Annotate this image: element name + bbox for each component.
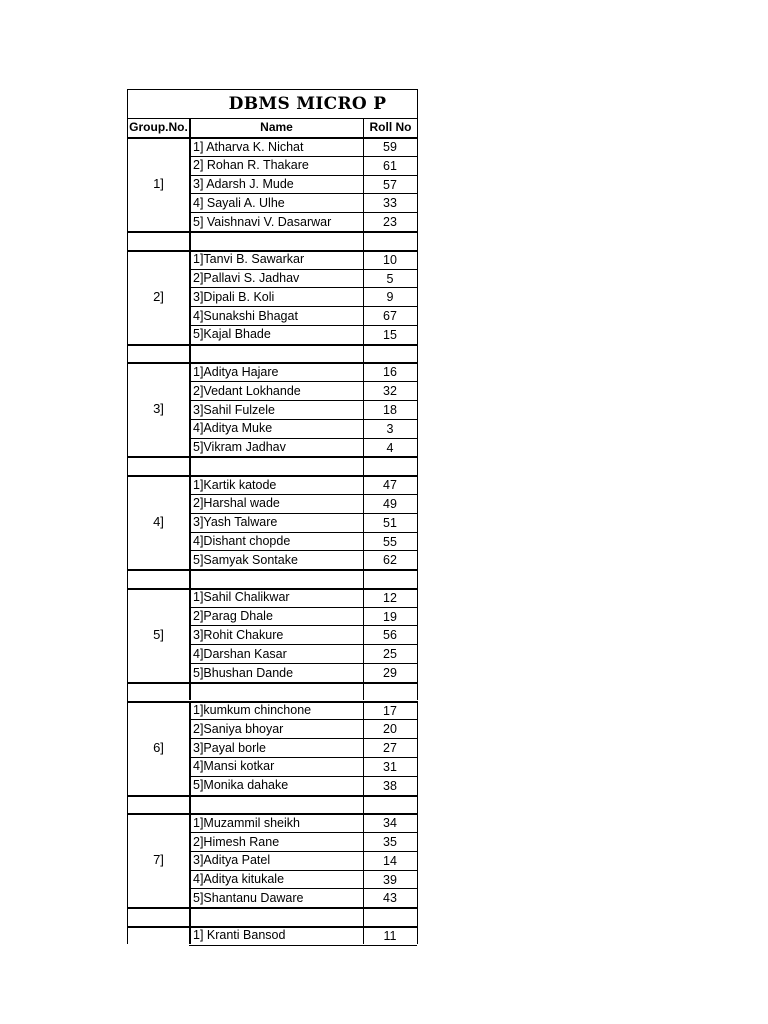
title-top-border <box>127 89 417 90</box>
blank-row-divider-2 <box>363 682 364 701</box>
header-divider-1 <box>189 118 191 137</box>
member-name: 5]Bhushan Dande <box>193 665 294 680</box>
header-top-border <box>127 118 417 119</box>
member-name: 3] Adarsh J. Mude <box>193 177 294 192</box>
roll-column-right-border <box>417 362 418 456</box>
member-name: 5]Monika dahake <box>193 778 289 793</box>
blank-row-divider-2 <box>363 569 364 588</box>
member-roll-no: 56 <box>383 628 397 643</box>
sheet-title: DBMS MICRO P <box>228 94 387 114</box>
blank-row-right-border <box>417 682 418 701</box>
group-number: 6] <box>153 739 164 755</box>
member-name: 2]Pallavi S. Jadhav <box>193 271 300 285</box>
member-roll-no: 35 <box>383 835 397 849</box>
last-row-bottom-border <box>189 945 417 946</box>
member-name: 1]Kartik katode <box>193 477 277 492</box>
member-name: 4] Sayali A. Ulhe <box>193 195 285 210</box>
group-number: 7] <box>153 852 164 868</box>
group-number: 4] <box>153 514 164 530</box>
member-roll-no: 4 <box>386 440 394 455</box>
header-name: Name <box>260 120 293 134</box>
blank-row-divider-2 <box>363 456 364 475</box>
member-name: 4]Mansi kotkar <box>193 759 275 774</box>
member-roll-no: 34 <box>383 816 397 831</box>
member-roll-no: 15 <box>383 327 397 342</box>
member-roll-no: 33 <box>383 196 397 211</box>
member-roll-no: 3 <box>386 421 394 436</box>
member-name: 3]Payal borle <box>193 740 266 755</box>
member-roll-no: 20 <box>383 722 397 737</box>
blank-row-right-border <box>417 344 418 363</box>
blank-row-divider-1 <box>189 907 191 926</box>
group-bottom-border <box>127 795 417 797</box>
member-roll-no: 12 <box>383 590 397 605</box>
group-column-divider <box>189 588 191 682</box>
header-group-no: Group.No. <box>129 120 188 134</box>
member-name: 3]Yash Talware <box>193 515 278 530</box>
roll-column-right-border <box>417 250 418 344</box>
member-roll-no: 5 <box>386 271 394 286</box>
member-name: 3]Rohit Chakure <box>193 627 284 642</box>
blank-row-divider-1 <box>189 344 191 363</box>
member-name: 4]Darshan Kasar <box>193 646 287 661</box>
blank-row-divider-1 <box>189 456 191 475</box>
member-roll-no: 14 <box>383 853 397 868</box>
member-name: 3]Sahil Fulzele <box>193 402 275 417</box>
blank-row-divider-2 <box>363 344 364 363</box>
member-roll-no: 9 <box>386 290 394 305</box>
blank-row-divider-1 <box>189 682 191 701</box>
member-name: 5]Kajal Bhade <box>193 327 271 342</box>
member-roll-no: 57 <box>383 177 397 192</box>
member-name: 1] Kranti Bansod <box>193 928 286 943</box>
member-roll-no: 27 <box>383 741 397 756</box>
member-roll-no: 29 <box>383 666 397 680</box>
group-column-divider <box>189 926 191 944</box>
group-column-divider <box>189 250 191 344</box>
member-roll-no: 43 <box>383 891 397 906</box>
group-number: 5] <box>153 626 164 642</box>
group-bottom-border <box>127 231 417 233</box>
member-name: 1] Atharva K. Nichat <box>193 139 304 154</box>
group-column-divider <box>189 137 191 231</box>
roll-column-right-border <box>417 926 418 944</box>
group-column-divider <box>189 701 191 795</box>
group-column-divider <box>189 813 191 907</box>
member-name: 4]Dishant chopde <box>193 534 291 548</box>
group-bottom-border <box>127 456 417 458</box>
member-roll-no: 55 <box>383 534 397 549</box>
member-roll-no: 61 <box>383 158 397 173</box>
member-roll-no: 51 <box>383 515 397 530</box>
group-number: 2] <box>153 288 164 304</box>
group-column-divider <box>189 362 191 456</box>
member-name: 1]Aditya Hajare <box>193 364 279 379</box>
member-name: 1]Sahil Chalikwar <box>193 590 290 605</box>
member-name: 5]Shantanu Daware <box>193 890 304 905</box>
member-name: 1]Muzammil sheikh <box>193 815 300 830</box>
blank-row-divider-2 <box>363 907 364 926</box>
member-name: 5] Vaishnavi V. Dasarwar <box>193 214 332 229</box>
group-bottom-border <box>127 907 417 909</box>
member-roll-no: 47 <box>383 478 397 493</box>
member-name: 5]Samyak Sontake <box>193 552 298 567</box>
blank-row-right-border <box>417 569 418 588</box>
blank-row-divider-2 <box>363 231 364 250</box>
member-roll-no: 62 <box>383 553 397 568</box>
member-roll-no: 32 <box>383 384 397 399</box>
group-number: 1] <box>153 176 164 191</box>
group-bottom-border <box>127 682 417 684</box>
member-name: 1]kumkum chinchone <box>193 703 312 717</box>
roll-column-right-border <box>417 475 418 569</box>
blank-row-divider-1 <box>189 795 191 814</box>
group-column-divider <box>189 475 191 569</box>
group-bottom-border <box>127 569 417 571</box>
member-name: 2]Vedant Lokhande <box>193 383 301 398</box>
member-name: 2]Saniya bhoyar <box>193 721 284 736</box>
roll-column-right-border <box>417 137 418 231</box>
member-roll-no: 39 <box>383 872 397 887</box>
blank-row-right-border <box>417 907 418 926</box>
member-roll-no: 67 <box>383 309 397 324</box>
blank-row-right-border <box>417 456 418 475</box>
header-roll-no: Roll No <box>369 120 412 134</box>
member-roll-no: 16 <box>383 365 397 380</box>
blank-row-right-border <box>417 231 418 250</box>
roll-column-right-border <box>417 588 418 682</box>
header-right-border <box>417 89 418 137</box>
blank-row-right-border <box>417 795 418 814</box>
member-name: 2]Parag Dhale <box>193 609 273 624</box>
blank-row-divider-1 <box>189 569 191 588</box>
member-roll-no: 49 <box>383 496 397 511</box>
header-divider-2 <box>363 118 364 137</box>
member-roll-no: 38 <box>383 778 397 793</box>
member-roll-no: 59 <box>383 140 397 154</box>
blank-row-divider-2 <box>363 795 364 814</box>
member-name: 4]Aditya Muke <box>193 421 273 436</box>
group-bottom-border <box>127 344 417 346</box>
group-number: 3] <box>153 401 164 417</box>
member-name: 5]Vikram Jadhav <box>193 440 286 455</box>
roll-column-right-border <box>417 813 418 907</box>
member-name: 4]Sunakshi Bhagat <box>193 308 298 323</box>
member-name: 1]Tanvi B. Sawarkar <box>193 252 305 267</box>
member-name: 2]Harshal wade <box>193 496 280 511</box>
member-name: 3]Aditya Patel <box>193 853 271 868</box>
member-name: 3]Dipali B. Koli <box>193 289 275 304</box>
member-roll-no: 18 <box>383 403 397 417</box>
member-roll-no: 31 <box>383 759 397 774</box>
member-roll-no: 23 <box>383 215 397 230</box>
member-name: 2]Himesh Rane <box>193 834 280 849</box>
member-name: 2] Rohan R. Thakare <box>193 158 309 173</box>
blank-row-divider-1 <box>189 231 191 250</box>
member-roll-no: 11 <box>383 928 397 943</box>
member-roll-no: 17 <box>383 703 397 718</box>
member-roll-no: 25 <box>383 647 397 662</box>
member-name: 4]Aditya kitukale <box>193 872 285 887</box>
member-roll-no: 19 <box>383 609 397 624</box>
roll-column-right-border <box>417 701 418 795</box>
member-roll-no: 10 <box>383 252 397 267</box>
